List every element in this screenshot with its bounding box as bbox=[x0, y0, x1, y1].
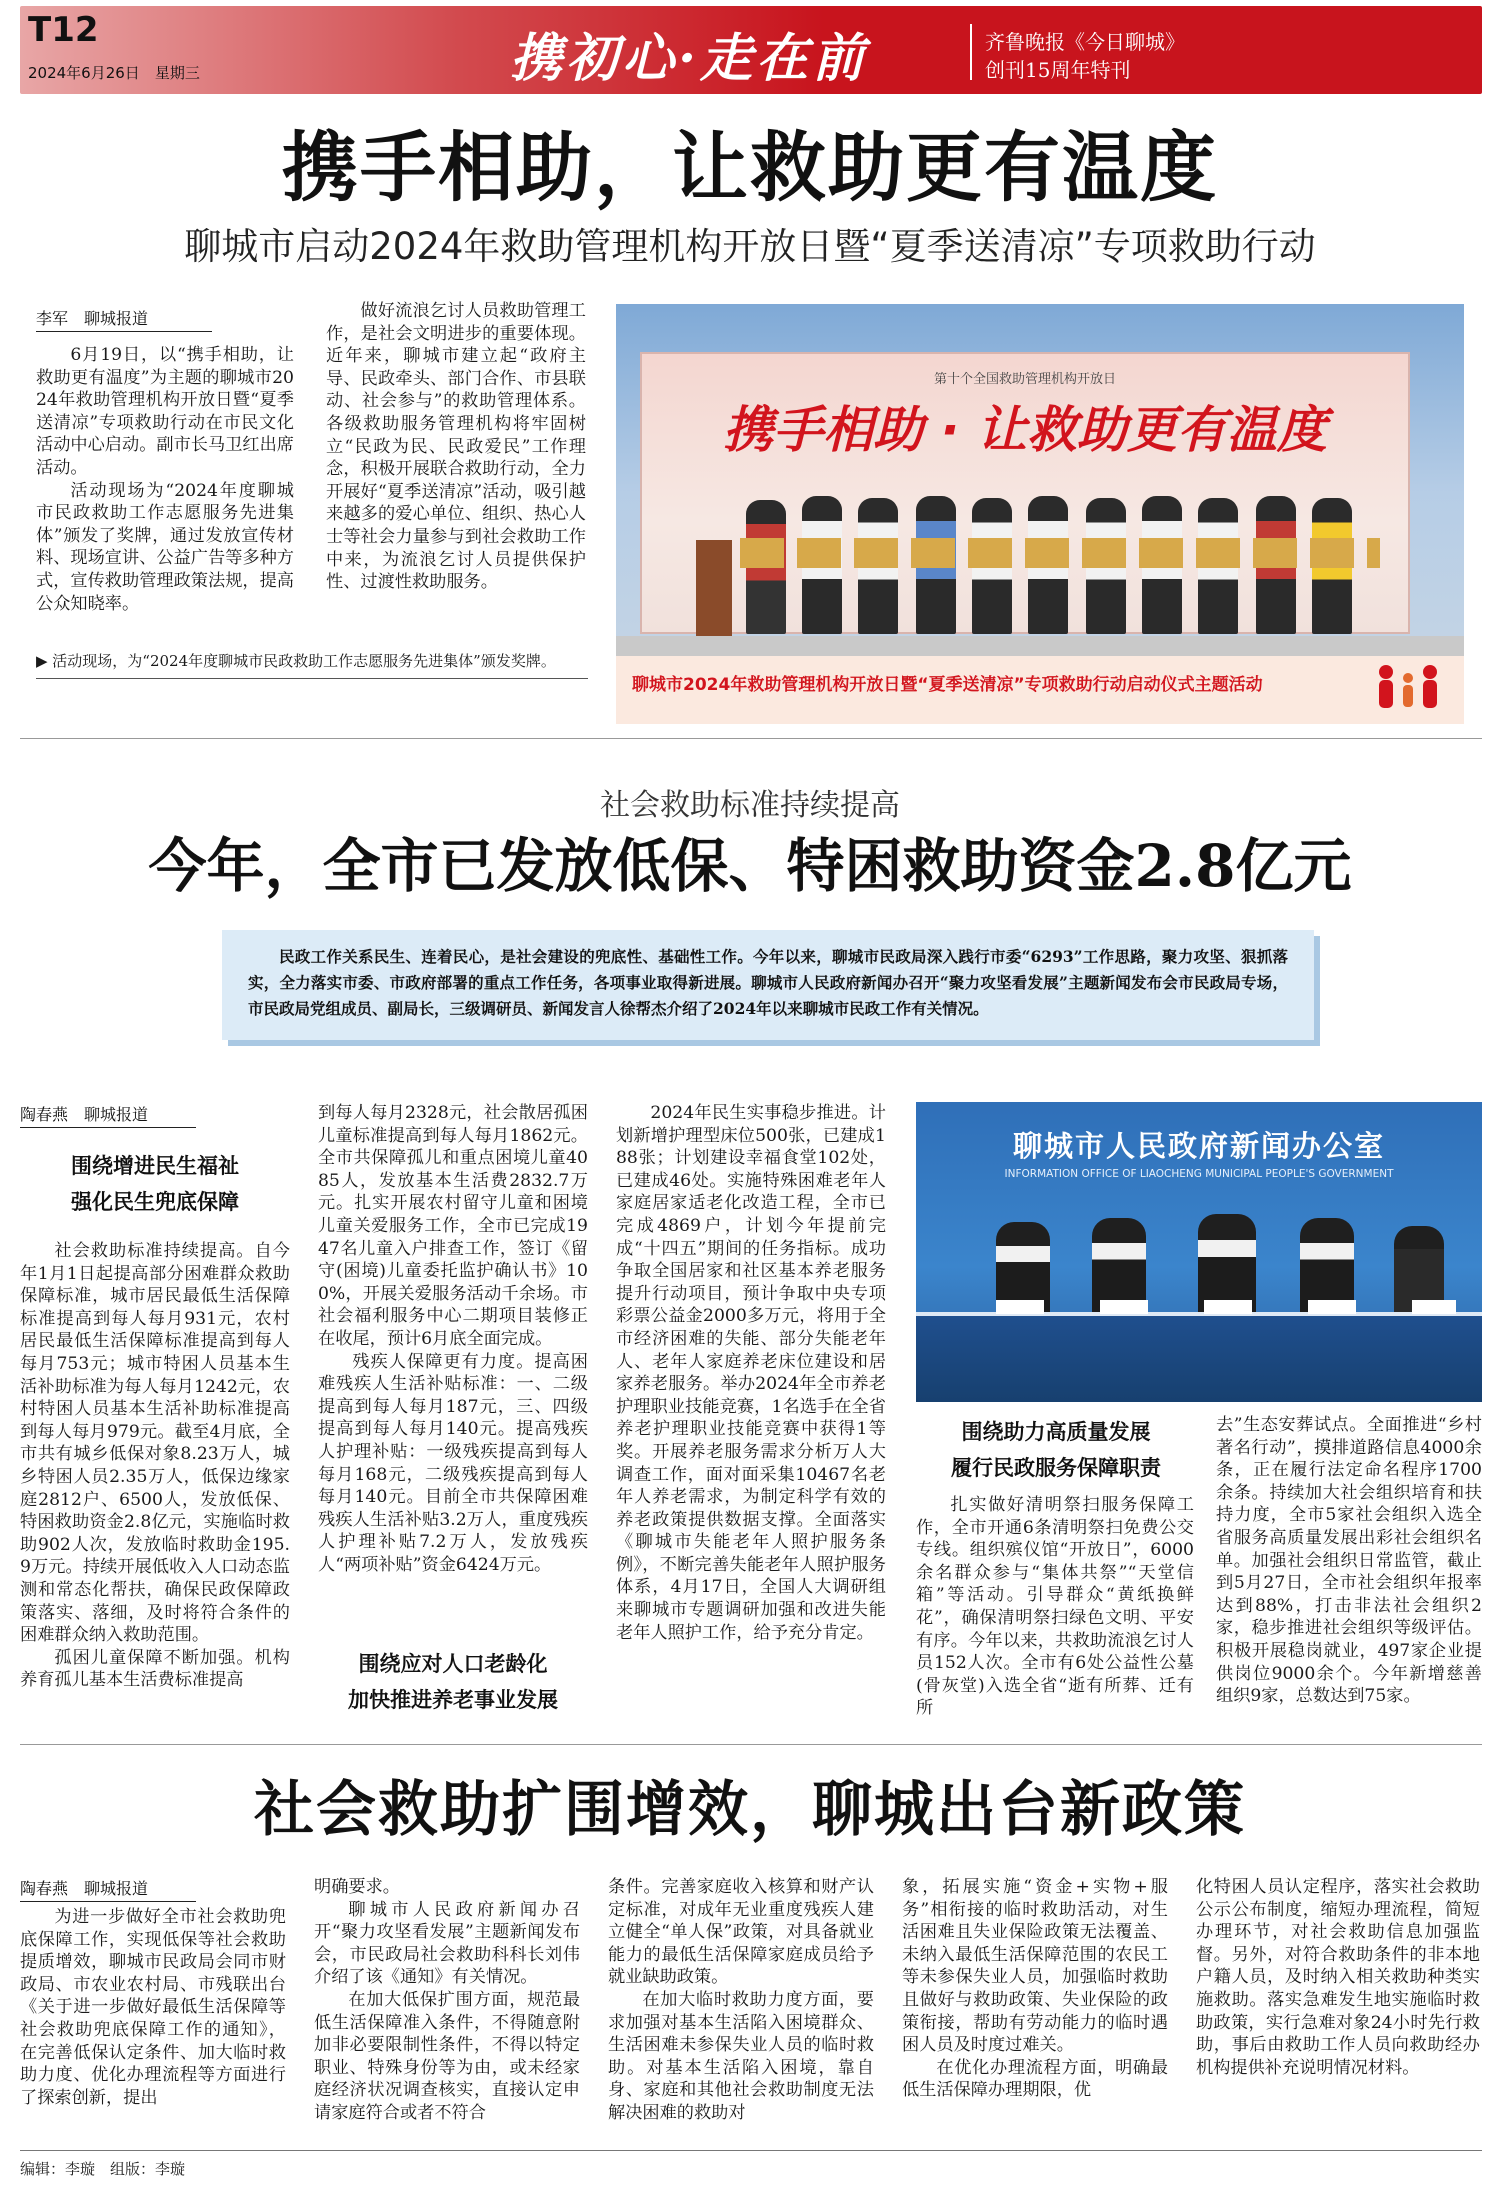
article2-col5: 去”生态安葬试点。全面推进“乡村著名行动”，摸排道路信息4000余条，正在履行法定命名程序1700余条。持续加大社会组织培育和扶持力度，全市5家社会组织入选全省服务高质量发展出彩社会组织名单。加强社会组织日常监管，截止到5月27日，全市社会组织年报率达到88%，打击非法社会组织2家，稳步推进社会组织等级评估。积极开展稳岗就业，497家企业提供岗位9000余个。今年新增慈善组织9家，总数达到75家。 bbox=[1216, 1415, 1482, 1707]
family-silhouette-icon bbox=[1368, 658, 1448, 714]
conference-table bbox=[916, 1312, 1482, 1402]
article2-subhead2: 围绕应对人口老龄化 加快推进养老事业发展 bbox=[348, 1651, 558, 1712]
layout-credit: 组版：李璇 bbox=[110, 2160, 186, 2178]
article2-title: 今年，全市已发放低保、特困救助资金2.8亿元 bbox=[148, 832, 1352, 900]
press-office-title: 聊城市人民政府新闻办公室 bbox=[1012, 1129, 1385, 1163]
backdrop-banner: 携手相助 · 让救助更有温度 bbox=[723, 401, 1327, 459]
article2-subhead1: 围绕增进民生福祉 强化民生兜底保障 bbox=[71, 1153, 239, 1214]
article3-col4: 象，拓展实施“资金+实物+服务”相衔接的临时救助活动，对生活困难且失业保险政策无法覆盖、未纳入最低生活保障范围的农民工等未参保失业人员，加强临时救助且做好与救助政策、失业保险的政策衔接，帮助有劳动能力的临时遇困人员及时度过难关。 在优化办理流程方面，明确最低生活保障办理期限，优 bbox=[902, 1877, 1168, 2101]
article1-subtitle: 聊城市启动2024年救助管理机构开放日暨“夏季送清凉”专项救助行动 bbox=[184, 225, 1316, 268]
article3-col3: 条件。完善家庭收入核算和财产认定标准，对成年无业重度残疾人建立健全“单人保”政策，对具备就业能力的最低生活保障家庭成员给予就业缺助政策。 在加大临时救助力度方面，要求加强对基本生活陷入困境群众、生活困难未参保失业人员的临时救助。对基本生活陷入困境，靠自身、家庭和其他社会救助制度无法解决困难的救助对 bbox=[608, 1877, 874, 2123]
article2-byline: 陶春燕 聊城报道 bbox=[20, 1102, 196, 1128]
article2-kicker: 社会救助标准持续提高 bbox=[600, 788, 900, 823]
section-divider bbox=[20, 738, 1482, 739]
article3-col5: 化特困人员认定程序，落实社会救助公示公布制度，缩短办理流程，简短办理环节，对社会救助信息加强监督。另外，对符合救助条件的非本地户籍人员，及时纳入相关救助种类实施救助。落实急难发生地实施临时救助政策，实行急难对象24小时先行救助，事后由救助工作人员向救助经办机构提供补充说明情况材料。 bbox=[1196, 1877, 1480, 2078]
name-cards bbox=[996, 1300, 1456, 1314]
lead-text: 民政工作关系民生、连着民心，是社会建设的兜底性、基础性工作。今年以来，聊城市民政局深入践行市委“6293”工作思路，聚力攻坚、狠抓落实，全力落实市委、市政府部署的重点工作任务，各项事业取得新进展。聊城市人民政府新闻办召开“聚力攻坚看发展”主题新闻发布会市民政局专场，市民政局党组成员、副局长，三级调研员、新闻发言人徐帮杰介绍了2024年以来聊城市民政工作有关情况。 bbox=[248, 947, 1288, 1018]
award-plaques bbox=[740, 538, 1380, 568]
article3-byline: 陶春燕 聊城报道 bbox=[20, 1876, 196, 1902]
article1-byline: 李军 聊城报道 bbox=[36, 306, 212, 332]
footer-rule bbox=[20, 2150, 1482, 2151]
article2-col2: 到每人每月2328元，社会散居孤困儿童标准提高到每人每月1862元。全市共保障孤儿和重点困境儿童4085人，发放基本生活费2832.7万元。扎实开展农村留守儿童和困境儿童关爱服务工作，全市已完成1947名儿童入户排查工作，签订《留守(困境)儿童委托监护确认书》100%，开展关爱服务活动千余场。市社会福利服务中心二期项目装修正在收尾，预计6月底全面完成。 残疾人保障更有力度。提高困难残疾人生活补贴标准：一、二级提高到每人每月187元，三、四级提高到每人每月140元。提高残疾人护理补贴：一级残疾提高到每人每月168元，二级残疾提高到每人每月140元。目前全市共保障困难残疾人生活补贴3.2万人，重度残疾人护理补贴7.2万人，发放残疾人“两项补贴”资金6424万元。 bbox=[318, 1103, 588, 1575]
event-photo bbox=[616, 304, 1464, 724]
header-slogan: 携初心·走在前 bbox=[510, 28, 869, 89]
backdrop-topline: 第十个全国救助管理机构开放日 bbox=[933, 372, 1116, 387]
article2-col1: 社会救助标准持续提高。自今年1月1日起提高部分困难群众救助保障标准，城市居民最低生活保障标准提高到每人每月931元，农村居民最低生活保障标准提高到每人每月753元；城市特困人员基本生活补助标准为每人每月1242元，农村特困人员基本生活补助标准提高到每人每月979元。截至4月底，全市共有城乡低保对象8.23万人，城乡特困人员2.35万人，低保边缘家庭2812户、6500人，发放低保、特困救助资金2.8亿元，实施临时救助902人次，发放临时救助金195.9万元。持续开展低收入人口动态监测和常态化帮扶，确保民政保障政策落实、落细，及时将符合条件的困难群众纳入救助范围。 孤困儿童保障不断加强。机构养育孤儿基本生活费标准提高 bbox=[20, 1241, 290, 1691]
article1-col2: 做好流浪乞讨人员救助管理工作，是社会文明进步的重要体现。近年来，聊城市建立起“政府主导、民政牵头、部门合作、市县联动、社会参与”的救助管理体系。各级救助服务管理机构将牢固树立“民政为民、民政爱民”工作理念，积极开展联合救助行动，全力开展好“夏季送清凉”活动，吸引越来越多的爱心单位、组织、热心人士等社会力量参与到社会救助工作中来，为流浪乞讨人员提供保护性、过渡性救助服务。 bbox=[326, 301, 586, 593]
article2-col4: 扎实做好清明祭扫服务保障工作，全市开通6条清明祭扫免费公交专线。组织殡仪馆“开放日”，6000余名群众参与“集体共祭”“天堂信箱”等活动。引导群众“黄纸换鲜花”，确保清明祭扫绿色文明、平安有序。今年以来，共救助流浪乞讨人员152人次。全市有6处公益性公墓(骨灰堂)入选全省“逝有所葬、迁有所 bbox=[916, 1495, 1194, 1719]
article3-col1: 为进一步做好全市社会救助兜底保障工作，实现低保等社会救助提质增效，聊城市民政局会同市财政局、市农业农村局、市残联出台《关于进一步做好最低生活保障等社会救助兜底保障工作的通知》，在完善低保认定条件、加大临时救助力度、优化办理流程等方面进行了探索创新，提出 bbox=[20, 1907, 286, 2108]
article2-col3: 2024年民生实事稳步推进。计划新增护理型床位500张，已建成188张；计划建设幸福食堂102处，已建成46处。实施特殊困难老年人家庭居家适老化改造工程，全市已完成4869户，计划今年提前完成“十四五”期间的任务指标。成功争取全国居家和社区基本养老服务提升行动项目，预计争取中央专项彩票公益金2000多万元，将用于全市经济困难的失能、部分失能老年人、老年人家庭养老床位建设和居家养老服务。举办2024年全市养老护理职业技能竞赛，1名选手在全省养老护理职业技能竞赛中获得1等奖。开展养老服务需求分析万人大调查工作，面对面采集10467名老年人养老需求，为制定科学有效的养老政策提供数据支撑。全面落实《聊城市失能老年人照护服务条例》，不断完善失能老年人照护服务体系，4月17日，全国人大调研组来聊城市专题调研加强和改进失能老年人照护工作，给予充分肯定。 bbox=[616, 1103, 886, 1643]
article1-title: 携手相助，让救助更有温度 bbox=[282, 123, 1218, 212]
article2-subhead3: 围绕助力高质量发展 履行民政服务保障职责 bbox=[951, 1419, 1161, 1480]
article3-col2: 明确要求。 聊城市人民政府新闻办召开“聚力攻坚看发展”主题新闻发布会，市民政局社会救助科科长刘伟介绍了该《通知》有关情况。 在加大低保扩围方面，规范最低生活保障准入条件，不得随意附加非必要限制性条件，不得以特定职业、特殊身份等为由，或未经家庭经济状况调查核实，直接认定申请家庭符合或者不符合 bbox=[314, 1877, 580, 2123]
anniversary-label: 创刊15周年特刊 bbox=[985, 58, 1131, 82]
article1-caption: ▶ 活动现场，为“2024年度聊城市民政救助工作志愿服务先进集体”颁发奖牌。 bbox=[36, 650, 588, 679]
paper-name: 齐鲁晚报《今日聊城》 bbox=[985, 30, 1185, 54]
page-header bbox=[0, 0, 1500, 100]
photo-bottom-caption: 聊城市2024年救助管理机构开放日暨“夏季送清凉”专项救助行动启动仪式主题活动 bbox=[632, 675, 1263, 695]
family-logo bbox=[1368, 658, 1448, 714]
press-office-title-en: INFORMATION OFFICE OF LIAOCHENG MUNICIPAL PEOPLE'S GOVERNMENT bbox=[1004, 1168, 1394, 1180]
press-conference-photo bbox=[916, 1102, 1482, 1402]
footer-credits bbox=[20, 2158, 185, 2179]
header-divider bbox=[970, 24, 972, 80]
issue-date: 2024年6月26日 星期三 bbox=[28, 64, 200, 82]
page-number: T12 bbox=[28, 10, 99, 50]
article3-title: 社会救助扩围增效，聊城出台新政策 bbox=[254, 1775, 1246, 1845]
lead-box bbox=[222, 930, 1314, 1040]
award-recipients bbox=[746, 488, 1386, 638]
article1-col1: 6月19日，以“携手相助，让救助更有温度”为主题的聊城市2024年救助管理机构开放日暨“夏季送清凉”专项救助行动在市民文化活动中心启动。副市长马卫红出席活动。 活动现场为“2024年度聊城市民政救助工作志愿服务先进集体”颁发了奖牌，通过发放宣传材料、现场宣讲、公益广告等多种方式，宣传救助管理政策法规，提高公众知晓率。 bbox=[36, 345, 294, 614]
editor-credit: 编辑：李璇 bbox=[20, 2160, 96, 2178]
podium bbox=[696, 540, 732, 640]
section-divider bbox=[20, 1744, 1482, 1745]
